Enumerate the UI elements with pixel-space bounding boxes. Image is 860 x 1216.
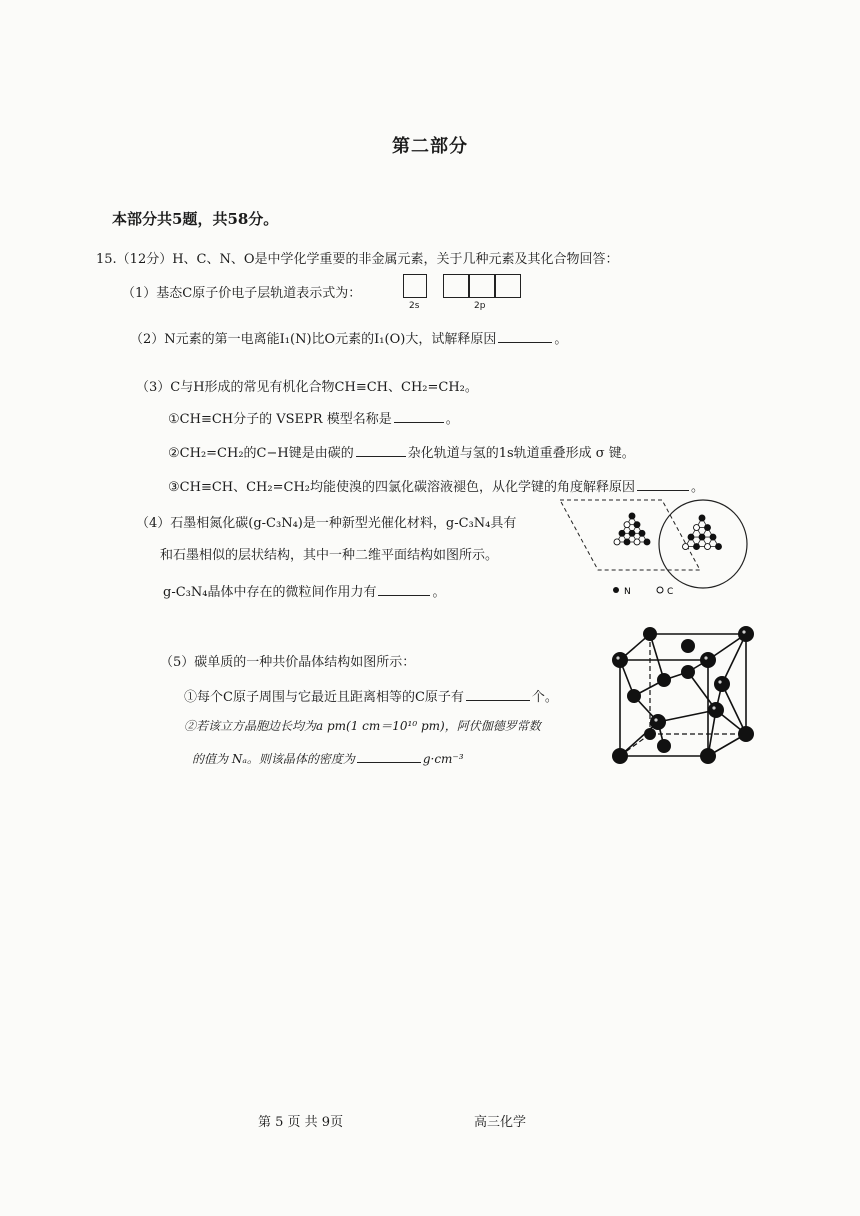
- legend-n-dot: [613, 587, 619, 593]
- part-3-1-end: 。: [445, 412, 459, 427]
- question-15-part-3-3: [168, 476, 704, 495]
- triazine-unit-right: [683, 515, 722, 550]
- carbon-atom: [634, 539, 640, 545]
- orbital-box-2p-3: [495, 274, 521, 298]
- subject-label: 高三化学: [474, 1115, 527, 1130]
- answer-blank-3-2[interactable]: [356, 442, 406, 457]
- diamond-crystal-figure: [598, 622, 764, 772]
- question-15-part-5-1: [184, 686, 558, 705]
- legend-c-label: C: [667, 587, 674, 597]
- nitrogen-atom: [694, 544, 700, 550]
- question-15-part-4a: （4）石墨相氮化碳(g-C₃N₄)是一种新型光催化材料，g-C₃N₄具有: [136, 516, 517, 531]
- question-15-part-1: （1）基态C原子价电子层轨道表示式为：: [122, 286, 362, 301]
- triazine-unit-left: [614, 513, 650, 545]
- page-number: 第 5 页 共 9页: [258, 1115, 344, 1130]
- question-15-stem: 15.（12分）H、C、N、O是中学化学重要的非金属元素，关于几种元素及其化合物回答：: [96, 252, 619, 267]
- nitrogen-atom: [705, 525, 711, 531]
- answer-blank-4[interactable]: [378, 581, 430, 596]
- nitrogen-atom: [629, 530, 635, 536]
- orbital-box-2p-2: [469, 274, 495, 298]
- answer-blank-2[interactable]: [498, 328, 552, 343]
- question-15-part-5-2b: [192, 748, 464, 767]
- section-title: 第二部分: [392, 136, 468, 157]
- section-intro: 本部分共5题，共58分。: [112, 210, 279, 228]
- part-3-3-text: ③CH≡CH、CH₂=CH₂均能使溴的四氯化碳溶液褪色，从化学键的角度解释原因: [168, 480, 635, 495]
- legend-n-label: N: [624, 587, 631, 597]
- answer-blank-3-1[interactable]: [394, 408, 444, 423]
- nitrogen-atom: [716, 544, 722, 550]
- part-2-end: 。: [554, 332, 568, 347]
- nitrogen-atom: [710, 534, 716, 540]
- carbon-atom: [683, 544, 689, 550]
- nitrogen-atom: [634, 522, 640, 528]
- question-15-part-3-2: [168, 442, 635, 461]
- part-3-1-text: ①CH≡CH分子的 VSEPR 模型名称是: [168, 412, 392, 427]
- part-3-2-text-a: ②CH₂=CH₂的C−H键是由碳的: [168, 446, 354, 461]
- part-5-1-end: 个。: [531, 690, 558, 705]
- part-5-1-text: ①每个C原子周围与它最近且距离相等的C原子有: [184, 690, 464, 705]
- part-3-2-text-b: 杂化轨道与氢的1s轨道重叠形成 σ 键。: [407, 446, 635, 461]
- question-15-part-5-2a: ②若该立方晶胞边长均为a pm(1 cm＝10¹⁰ pm)，阿伏伽德罗常数: [184, 719, 541, 733]
- orbital-box-2s: [403, 274, 427, 298]
- orbital-box-2p-1: [443, 274, 469, 298]
- nitrogen-atom: [624, 539, 630, 545]
- legend-c-dot: [657, 587, 663, 593]
- part-2-text: （2）N元素的第一电离能I₁(N)比O元素的I₁(O)大，试解释原因: [130, 332, 497, 347]
- nitrogen-atom: [629, 513, 635, 519]
- part-5-2b-text: 的值为 Nₐ。则该晶体的密度为: [192, 752, 355, 766]
- orbital-label-2s: 2s: [409, 301, 420, 311]
- part-4c-end: 。: [432, 585, 446, 600]
- nitrogen-atom: [699, 515, 705, 521]
- nitrogen-atom: [639, 530, 645, 536]
- carbon-atom: [694, 525, 700, 531]
- answer-blank-3-3[interactable]: [637, 476, 689, 491]
- question-15-part-4c: [163, 581, 445, 600]
- part-4c-text: g-C₃N₄晶体中存在的微粒间作用力有: [163, 585, 377, 600]
- question-15-part-3: （3）C与H形成的常见有机化合物CH≡CH、CH₂=CH₂。: [136, 380, 478, 395]
- part-3-3-end: 。: [691, 480, 705, 495]
- question-15-part-2: [130, 328, 567, 347]
- carbon-atom: [624, 522, 630, 528]
- nitrogen-atom: [688, 534, 694, 540]
- question-15-part-5: （5）碳单质的一种共价晶体结构如图所示：: [160, 655, 416, 670]
- density-unit: g·cm⁻³: [422, 752, 464, 766]
- carbon-atom: [614, 539, 620, 545]
- answer-blank-5-2[interactable]: [357, 748, 421, 763]
- nitrogen-atom: [619, 530, 625, 536]
- answer-blank-5-1[interactable]: [466, 686, 530, 701]
- carbon-atom: [705, 544, 711, 550]
- nitrogen-atom: [644, 539, 650, 545]
- g-c3n4-structure-figure: [550, 494, 760, 604]
- question-15-part-3-1: [168, 408, 459, 427]
- nitrogen-atom: [699, 534, 705, 540]
- orbital-label-2p: 2p: [474, 301, 486, 311]
- question-15-part-4b: 和石墨相似的层状结构，其中一种二维平面结构如图所示。: [160, 548, 499, 563]
